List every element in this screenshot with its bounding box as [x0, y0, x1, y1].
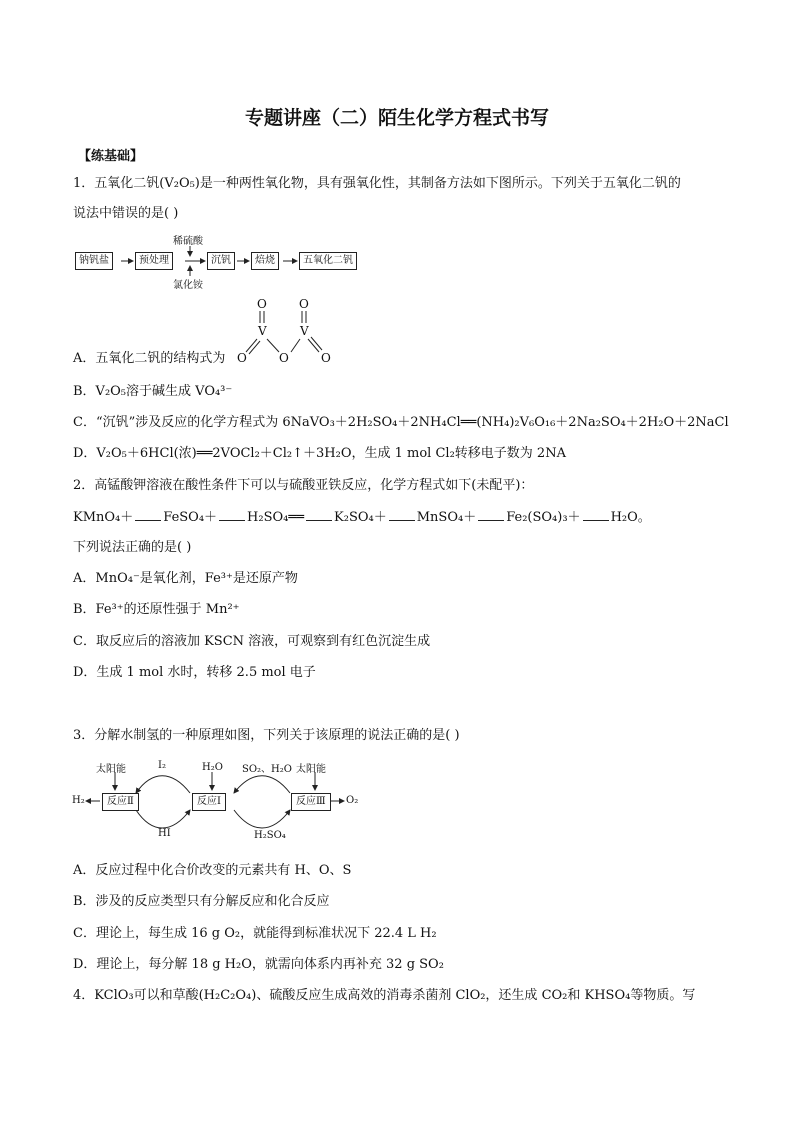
cycle-box-reaction-3: 反应Ⅲ [291, 793, 331, 811]
atom-o-right: O [321, 351, 331, 365]
cycle-label-i2: I₂ [158, 760, 166, 771]
q2-stem-line1: 2．高锰酸钾溶液在酸性条件下可以与硫酸亚铁反应，化学方程式如下(未配平)： [73, 478, 534, 493]
eq-part-3: H₂SO₄══ [247, 510, 305, 525]
eq-part-6: Fe₂(SO₄)₃＋ [506, 510, 581, 525]
q1-option-c: C．“沉钒”涉及反应的化学方程式为 6NaVO₃＋2H₂SO₄＋2NH₄Cl══(NH₄)₂V₆O₁₆＋2Na₂SO₄＋2H₂O＋2NaCl [73, 415, 729, 430]
q2-equation [73, 508, 651, 527]
v2o5-structure [233, 297, 343, 367]
flow-box-3: 沉钒 [207, 252, 235, 270]
eq-part-2: FeSO₄＋ [163, 510, 218, 525]
q3-option-d: D．理论上，每分解 18 g H₂O，就需向体系内再补充 32 g SO₂ [73, 957, 444, 972]
blank-3 [306, 508, 332, 521]
q2-option-b: B．Fe³⁺的还原性强于 Mn²⁺ [73, 602, 240, 617]
q1-flow-diagram [75, 232, 375, 292]
atom-o-top-2: O [299, 297, 309, 311]
flow-box-2: 预处理 [135, 252, 173, 270]
atom-o-bridge: O [279, 351, 289, 365]
flow-box-5: 五氧化二钒 [299, 252, 357, 270]
q2-option-a: A．MnO₄⁻是氧化剂，Fe³⁺是还原产物 [73, 571, 298, 586]
cycle-label-h2: H₂ [72, 795, 85, 806]
eq-part-7: H₂O。 [610, 510, 651, 525]
cycle-box-reaction-2: 反应Ⅱ [102, 793, 139, 811]
flow-top-label: 稀硫酸 [173, 236, 203, 247]
flow-box-4: 焙烧 [251, 252, 279, 270]
q3-cycle-diagram [72, 760, 372, 850]
section-heading: 【练基础】 [78, 149, 144, 164]
atom-o-left: O [237, 351, 247, 365]
q1-stem-line2: 说法中错误的是( ) [73, 206, 179, 221]
q3-option-b: B．涉及的反应类型只有分解反应和化合反应 [73, 894, 330, 909]
cycle-label-h2so4: H₂SO₄ [254, 830, 286, 841]
eq-part-5: MnSO₄＋ [416, 510, 477, 525]
q2-stem-line3: 下列说法正确的是( ) [73, 540, 192, 555]
q1-option-d: D．V₂O₅＋6HCl(浓)══2VOCl₂＋Cl₂↑＋3H₂O，生成 1 mol Cl₂转移电子数为 2NA [73, 446, 566, 461]
cycle-label-sun-2: 太阳能 [296, 764, 326, 775]
blank-1 [135, 508, 161, 521]
cycle-label-o2: O₂ [346, 795, 359, 806]
cycle-label-sun-1: 太阳能 [96, 764, 126, 775]
cycle-label-so2-h2o: SO₂、H₂O [242, 764, 292, 775]
q4-stem-line1: 4．KClO₃可以和草酸(H₂C₂O₄)、硫酸反应生成高效的消毒杀菌剂 ClO₂，还生成 CO₂和 KHSO₄等物质。写 [73, 988, 696, 1003]
eq-part-4: K₂SO₄＋ [334, 510, 387, 525]
q3-option-c: C．理论上，每生成 16 g O₂，就能得到标准状况下 22.4 L H₂ [73, 926, 437, 941]
page-title: 专题讲座（二）陌生化学方程式书写 [244, 107, 549, 129]
flow-box-1: 钠钒盐 [75, 252, 113, 270]
blank-4 [389, 508, 415, 521]
cycle-box-reaction-1: 反应Ⅰ [192, 793, 226, 811]
cycle-label-hi: HI [158, 828, 171, 839]
q3-option-a: A．反应过程中化合价改变的元素共有 H、O、S [73, 863, 352, 878]
q1-option-b: B．V₂O₅溶于碱生成 VO₄³⁻ [73, 384, 233, 399]
eq-part-1: KMnO₄＋ [73, 510, 134, 525]
atom-v-1: V [258, 324, 267, 338]
atom-o-top-1: O [257, 297, 267, 311]
q1-option-a: A．五氧化二钒的结构式为 [73, 351, 226, 366]
blank-6 [583, 508, 609, 521]
q3-stem: 3．分解水制氢的一种原理如图，下列关于该原理的说法正确的是( ) [73, 728, 460, 743]
blank-5 [478, 508, 504, 521]
flow-bottom-label: 氯化铵 [173, 280, 203, 291]
blank-2 [219, 508, 245, 521]
atom-v-2: V [300, 324, 309, 338]
q2-option-d: D．生成 1 mol 水时，转移 2.5 mol 电子 [73, 665, 316, 680]
q1-stem-line1: 1．五氧化二钒(V₂O₅)是一种两性氧化物，具有强氧化性，其制备方法如下图所示。下列关于五氧化二钒的 [73, 176, 681, 191]
q2-option-c: C．取反应后的溶液加 KSCN 溶液，可观察到有红色沉淀生成 [73, 634, 431, 649]
cycle-label-h2o: H₂O [202, 762, 223, 773]
